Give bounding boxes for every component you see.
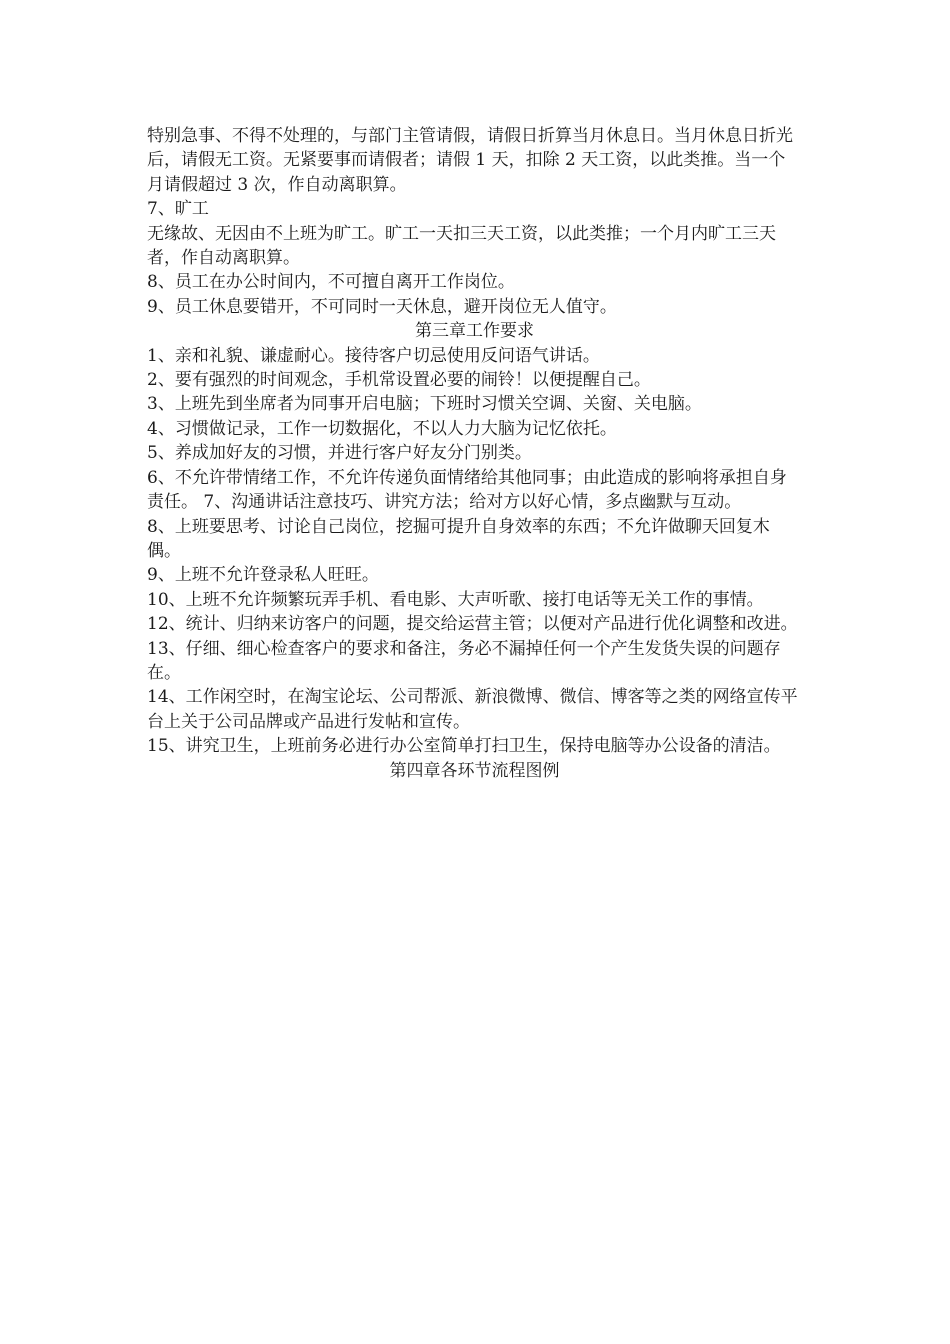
leave-policy-paragraph: 特别急事、不得不处理的，与部门主管请假，请假日折算当月休息日。当月休息日折光后，请假无工资。无紧要事而请假者；请假 1 天，扣除 2 天工资，以此类推。当一个月请假超过 3 次，作自动离职算。 bbox=[147, 126, 793, 195]
requirement-item: 8、上班要思考、讨论自己岗位，挖掘可提升自身效率的东西；不允许做聊天回复木偶。 bbox=[147, 516, 770, 561]
requirement-item: 10、上班不允许频繁玩弄手机、看电影、大声听歌、接打电话等无关工作的事情。 bbox=[147, 589, 764, 610]
section-7-heading: 7、旷工 bbox=[147, 199, 209, 220]
requirement-item: 9、上班不允许登录私人旺旺。 bbox=[147, 565, 379, 586]
requirement-item: 3、上班先到坐席者为同事开启电脑；下班时习惯关空调、关窗、关电脑。 bbox=[147, 394, 702, 415]
requirement-item: 2、要有强烈的时间观念，手机常设置必要的闹铃！以便提醒自己。 bbox=[147, 370, 651, 391]
requirement-item: 5、养成加好友的习惯，并进行客户好友分门别类。 bbox=[147, 443, 532, 464]
requirement-item: 15、讲究卫生，上班前务必进行办公室简单打扫卫生，保持电脑等办公设备的清洁。 bbox=[147, 736, 781, 757]
requirement-item: 12、统计、归纳来访客户的问题，提交给运营主管；以便对产品进行优化调整和改进。13、仔细、细心检查客户的要求和备注，务必不漏掉任何一个产生发货失误的问题存在。 bbox=[147, 614, 798, 683]
requirement-item: 4、习惯做记录，工作一切数据化，不以人力大脑为记忆依托。 bbox=[147, 418, 617, 439]
rule-9-paragraph: 9、员工休息要错开，不可同时一天休息，避开岗位无人值守。 bbox=[147, 296, 617, 317]
document-body bbox=[147, 124, 802, 783]
chapter-3-title: 第三章工作要求 bbox=[415, 321, 534, 342]
rule-8-paragraph: 8、员工在办公时间内，不可擅自离开工作岗位。 bbox=[147, 272, 515, 293]
requirement-item: 6、不允许带情绪工作，不允许传递负面情绪给其他同事；由此造成的影响将承担自身责任。 7、沟通讲话注意技巧、讲究方法；给对方以好心情，多点幽默与互动。 bbox=[147, 467, 787, 513]
requirement-item: 1、亲和礼貌、谦虚耐心。接待客户切忌使用反问语气讲话。 bbox=[147, 345, 600, 366]
requirement-item: 14、工作闲空时，在淘宝论坛、公司帮派、新浪微博、微信、博客等之类的网络宣传平台上关于公司品牌或产品进行发帖和宣传。 bbox=[147, 687, 798, 732]
absenteeism-paragraph: 无缘故、无因由不上班为旷工。旷工一天扣三天工资，以此类推；一个月内旷工三天者，作自动离职算。 bbox=[147, 223, 776, 269]
chapter-4-title: 第四章各环节流程图例 bbox=[389, 760, 560, 781]
